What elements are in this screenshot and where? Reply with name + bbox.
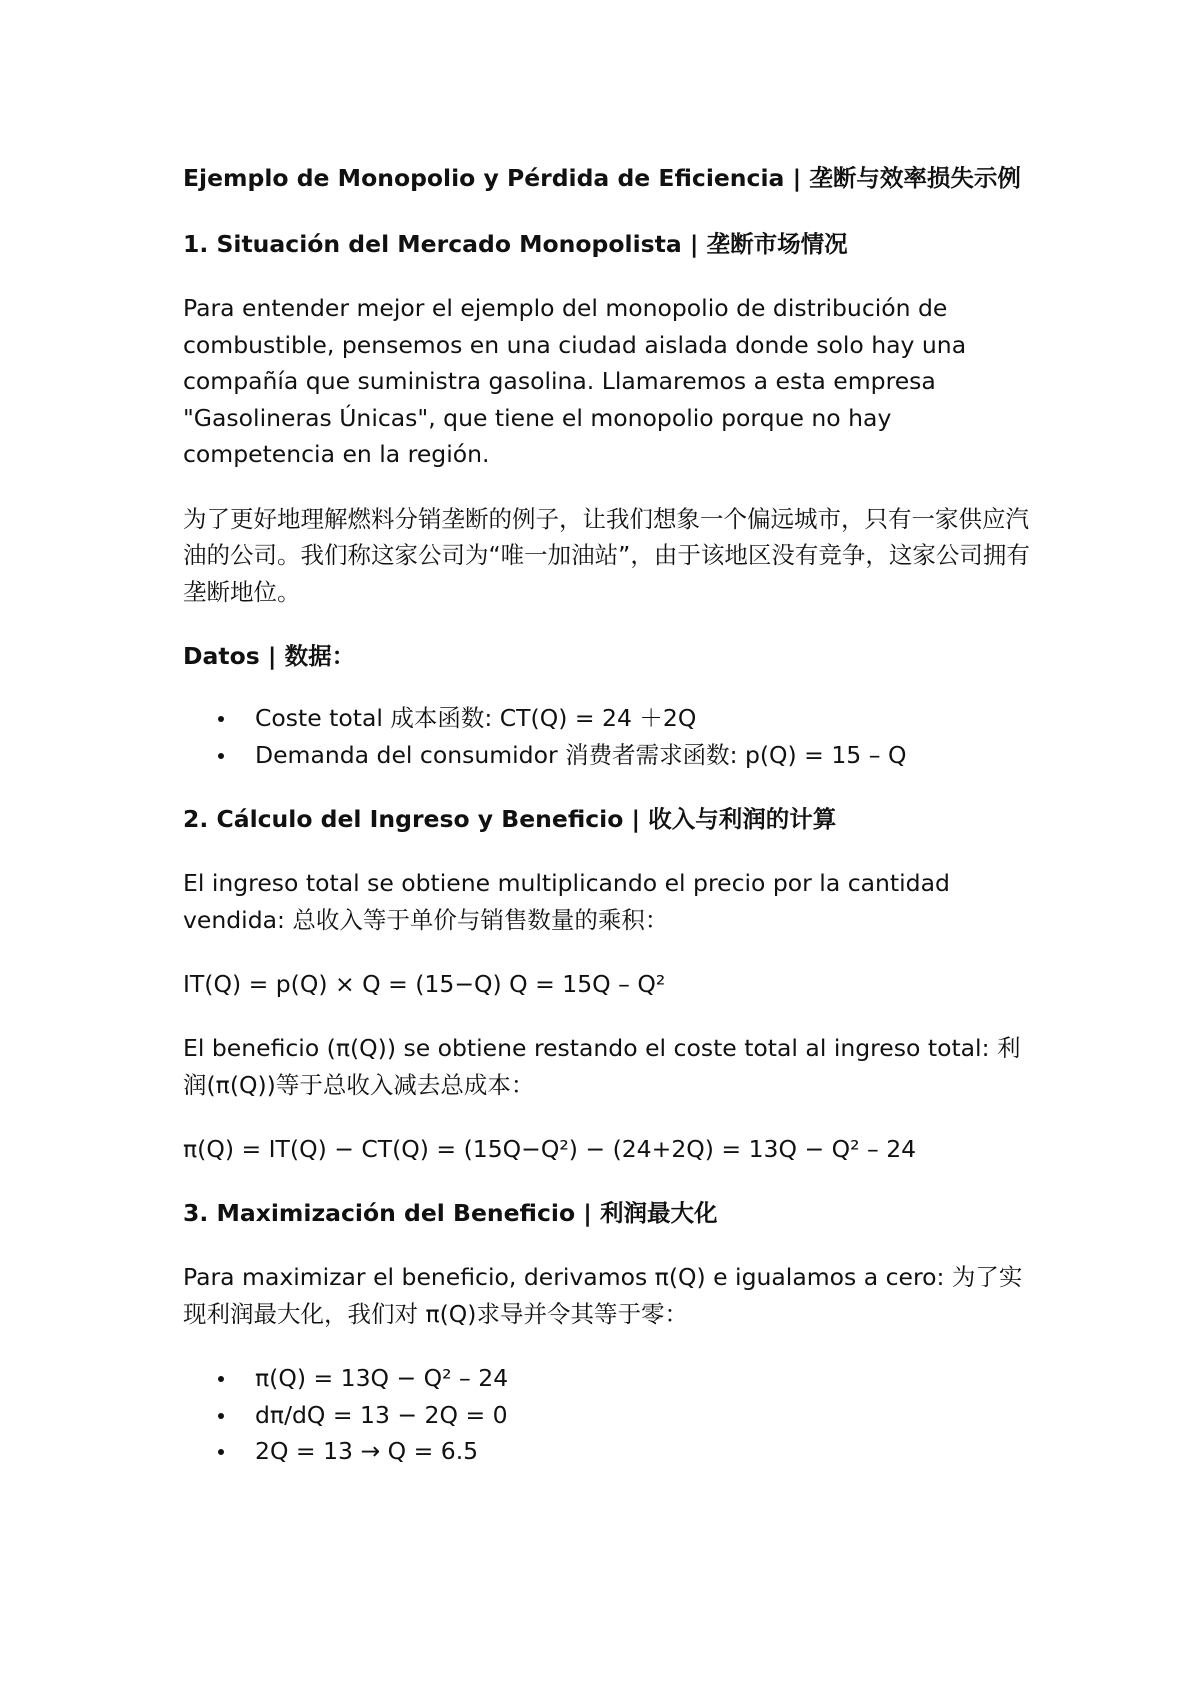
datos-list: [183, 700, 1033, 773]
maximization-steps-list: [183, 1360, 1033, 1470]
datos-heading: Datos | 数据：: [183, 642, 356, 670]
section-1-paragraph-es: Para entender mejor el ejemplo del monopolio de distribución de combustible, pensemos en una ciudad aislada donde solo hay una compañía que suministra gasolina. Llamaremos a esta empresa "Gasolineras Únicas", que tiene el monopolio porque no hay competencia en la región.: [183, 294, 967, 468]
document-page: [183, 160, 1033, 1498]
section-2-heading: 2. Cálculo del Ingreso y Beneficio | 收入与利润的计算: [183, 805, 837, 833]
datos-item-total-cost: Coste total 成本函数: CT(Q) = 24 ＋2Q: [183, 700, 1033, 737]
section-3-heading: 3. Maximización del Beneficio | 利润最大化: [183, 1199, 718, 1227]
section-2-paragraph-income: El ingreso total se obtiene multiplicando el precio por la cantidad vendida: 总收入等于单价与销售数量的乘积：: [183, 869, 950, 934]
section-2-paragraph-profit: El beneficio (π(Q)) se obtiene restando el coste total al ingreso total: 利润(π(Q))等于总收入减去总成本：: [183, 1034, 1021, 1099]
income-formula: IT(Q) = p(Q) × Q = (15−Q) Q = 15Q – Q²: [183, 970, 666, 998]
section-3-paragraph: Para maximizar el beneficio, derivamos π(Q) e igualamos a cero: 为了实现利润最大化，我们对 π(Q)求导并令其等于零：: [183, 1263, 1023, 1328]
section-1-paragraph-zh: 为了更好地理解燃料分销垄断的例子，让我们想象一个偏远城市，只有一家供应汽油的公司。我们称这家公司为“唯一加油站”，由于该地区没有竞争，这家公司拥有垄断地位。: [183, 504, 1030, 606]
section-1-heading: 1. Situación del Mercado Monopolista | 垄断市场情况: [183, 230, 848, 258]
step-derivative: dπ/dQ = 13 − 2Q = 0: [183, 1397, 1033, 1434]
profit-formula: π(Q) = IT(Q) − CT(Q) = (15Q−Q²) − (24+2Q) = 13Q − Q² – 24: [183, 1135, 917, 1163]
step-profit-function: π(Q) = 13Q − Q² – 24: [183, 1360, 1033, 1397]
document-title: Ejemplo de Monopolio y Pérdida de Eficiencia | 垄断与效率损失示例: [183, 164, 1021, 192]
step-solution: 2Q = 13 → Q = 6.5: [183, 1433, 1033, 1470]
datos-item-demand: Demanda del consumidor 消费者需求函数: p(Q) = 15 – Q: [183, 737, 1033, 774]
